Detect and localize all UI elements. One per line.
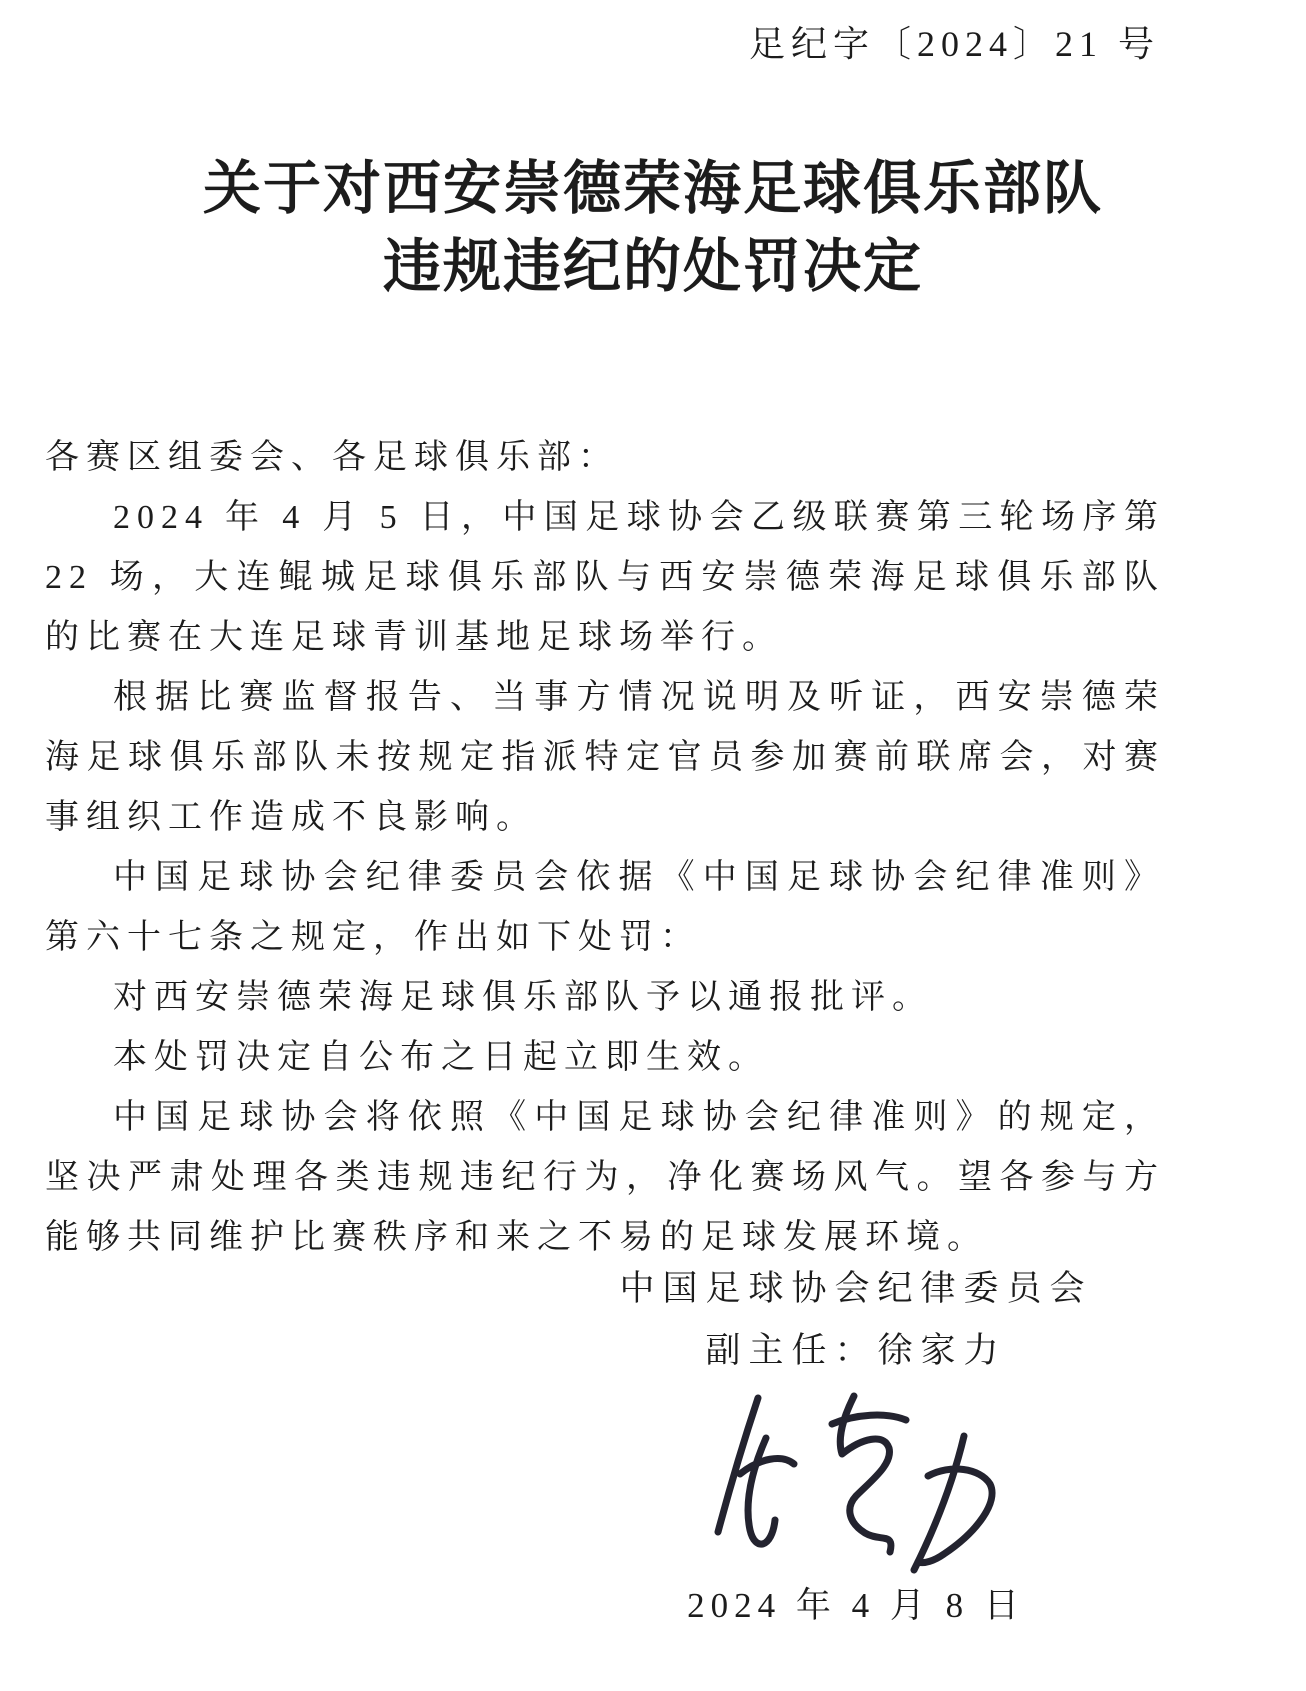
paragraph-4: 对西安崇德荣海足球俱乐部队予以通报批评。: [113, 979, 933, 1016]
paragraph-5: 本处罚决定自公布之日起立即生效。: [113, 1039, 769, 1076]
title-line-1: 关于对西安崇德荣海足球俱乐部队: [202, 156, 1103, 221]
signature-date: 2024 年 4 月 8 日: [687, 1586, 1025, 1625]
paragraph-2: 根据比赛监督报告、当事方情况说明及听证，西安崇德荣海足球俱乐部队未按规定指派特定官员参加赛前联席会，对赛事组织工作造成不良影响。: [45, 679, 1165, 836]
handwritten-signature-icon: [546, 1388, 1166, 1568]
salutation: 各赛区组委会、各足球俱乐部：: [45, 439, 619, 476]
document-body: [45, 428, 1165, 1268]
document-title: [0, 150, 1306, 306]
paragraph-1: 2024 年 4 月 5 日，中国足球协会乙级联赛第三轮场序第 22 场，大连鲲城足球俱乐部队与西安崇德荣海足球俱乐部队的比赛在大连足球青训基地足球场举行。: [45, 499, 1165, 656]
signature-block: [546, 1258, 1166, 1636]
signature-signer: 副主任：徐家力: [705, 1331, 1007, 1370]
paragraph-3: 中国足球协会纪律委员会依据《中国足球协会纪律准则》第六十七条之规定，作出如下处罚：: [45, 859, 1165, 956]
paragraph-6: 中国足球协会将依照《中国足球协会纪律准则》的规定，坚决严肃处理各类违规违纪行为，净化赛场风气。望各参与方能够共同维护比赛秩序和来之不易的足球发展环境。: [45, 1099, 1165, 1256]
signature-org: 中国足球协会纪律委员会: [619, 1269, 1093, 1308]
title-line-2: 违规违纪的处罚决定: [382, 234, 923, 299]
doc-number: 足纪字〔2024〕21 号: [748, 24, 1160, 64]
